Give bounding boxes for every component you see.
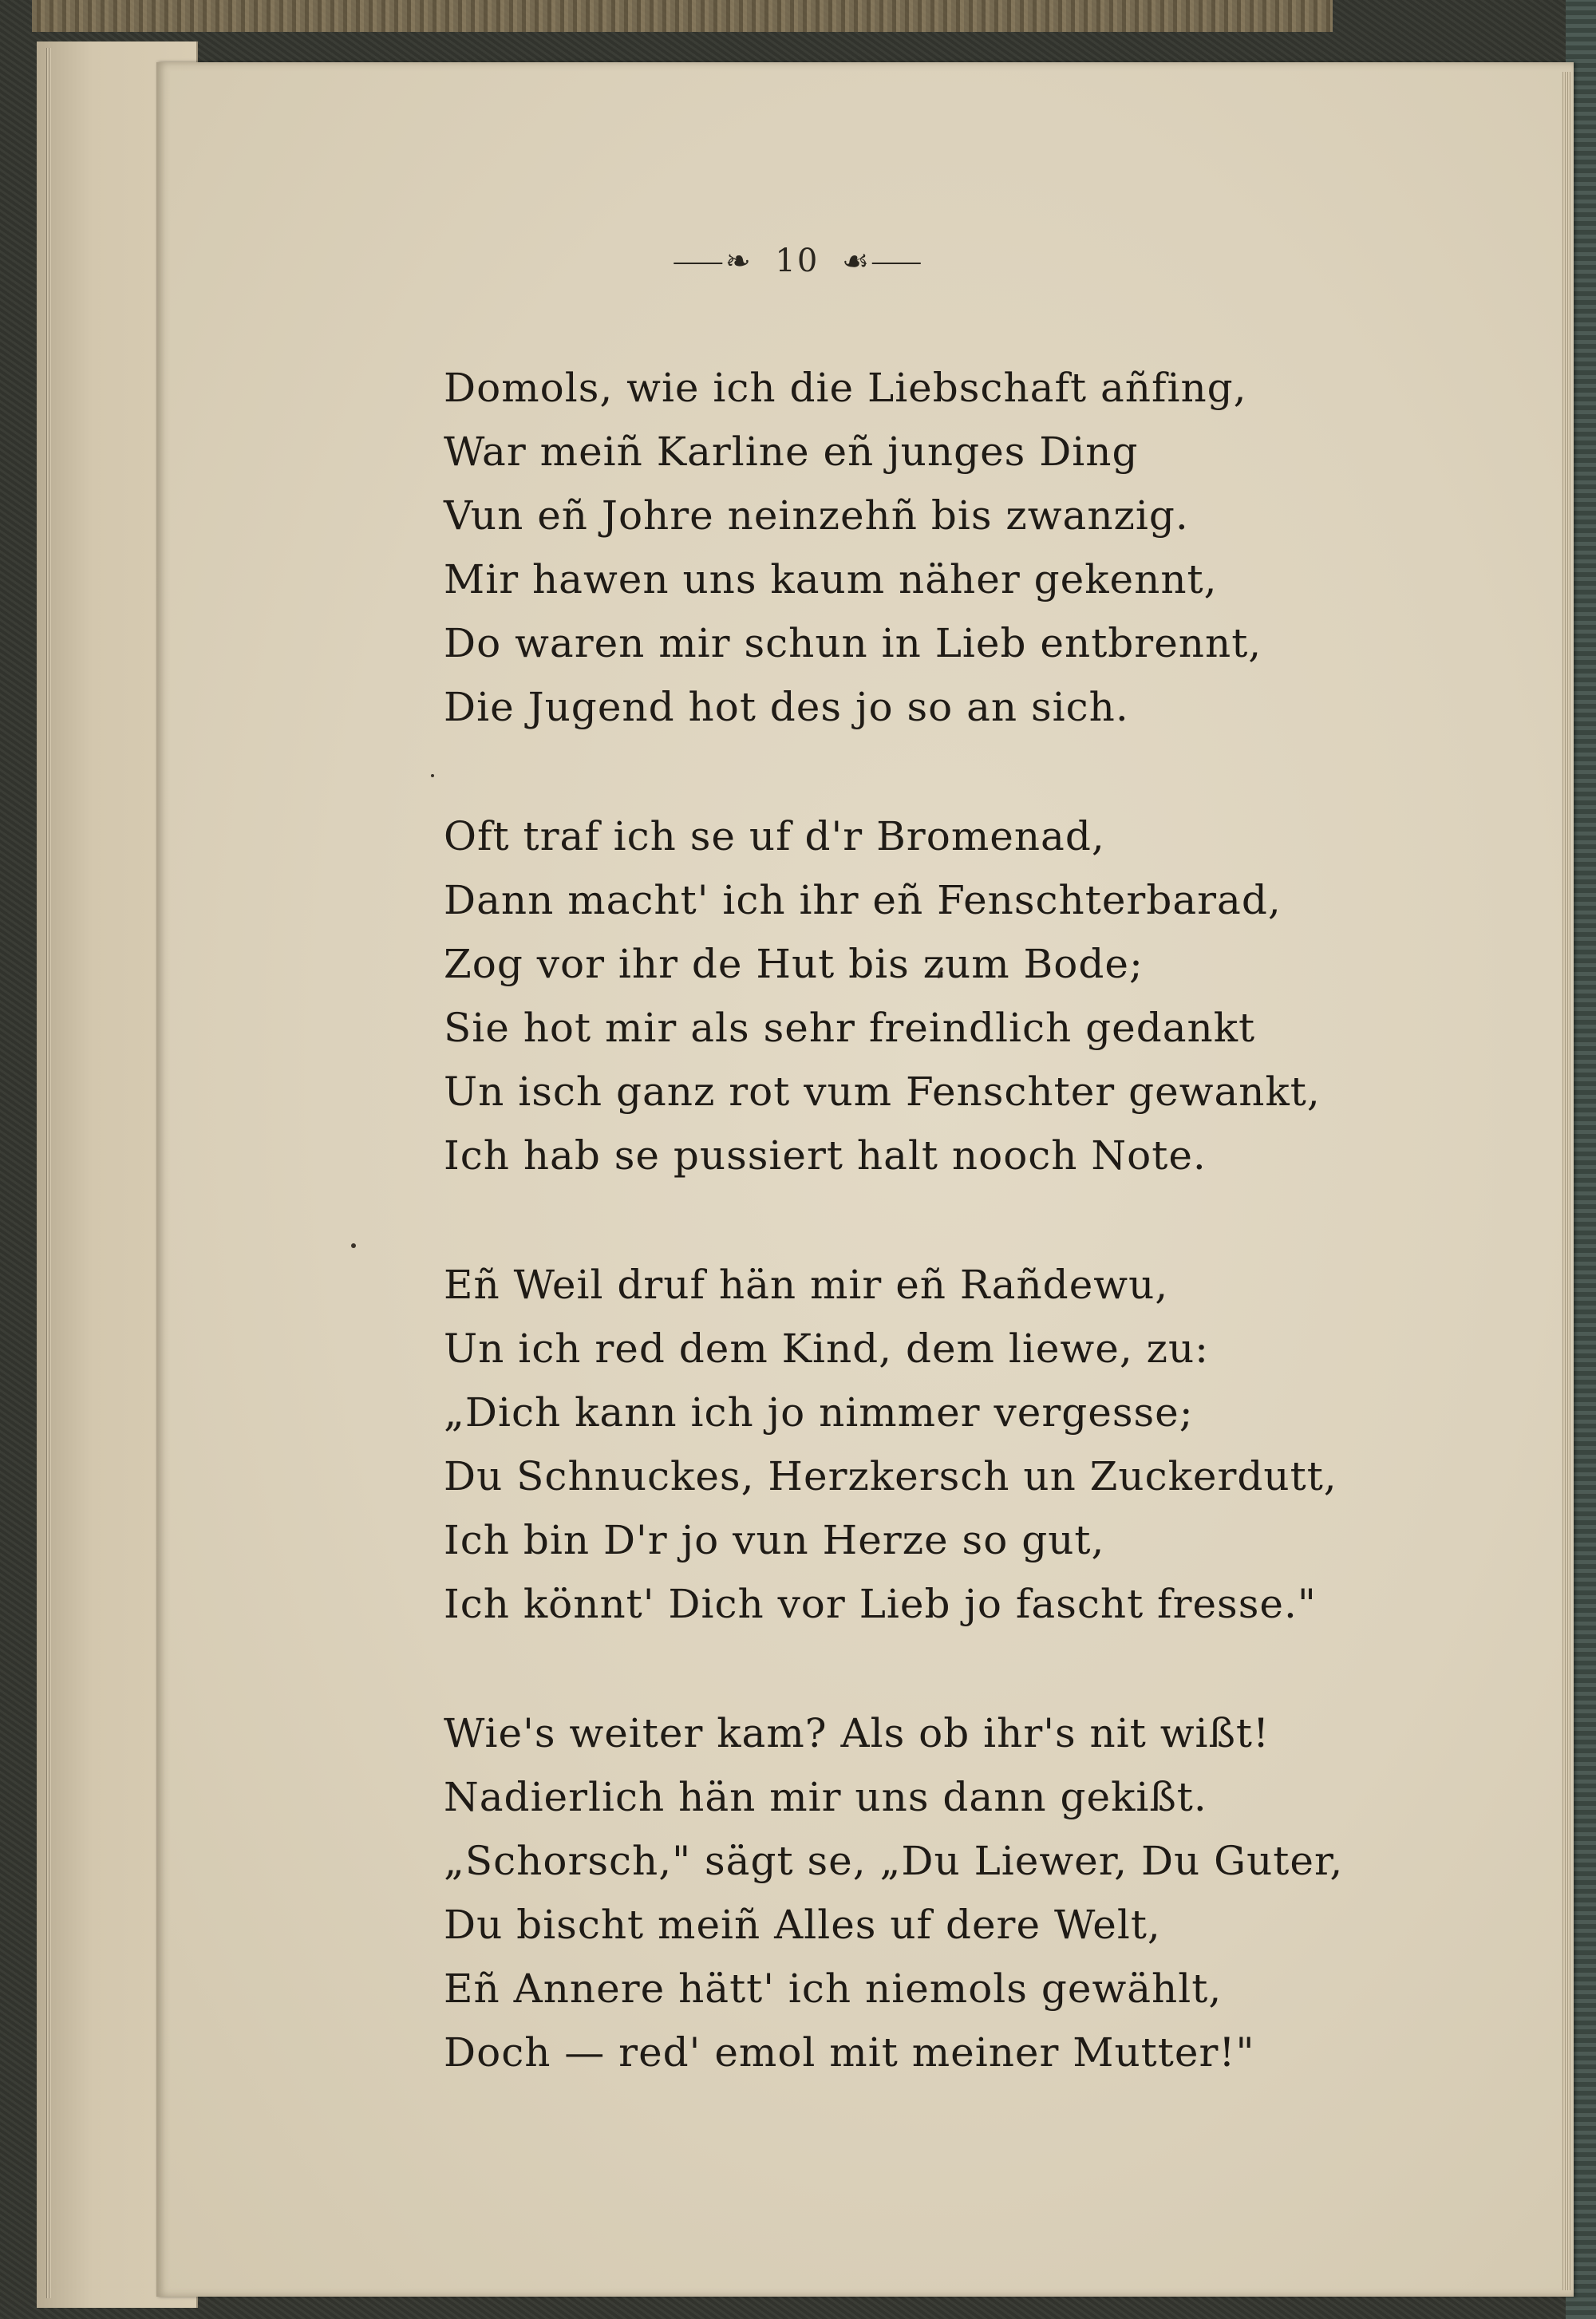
- poem-line: Eñ Weil druf hän mir eñ Rañdewu,: [444, 1262, 1169, 1308]
- page-stack-right: [1562, 72, 1570, 2290]
- stanza: [444, 1253, 1545, 1636]
- poem-line: Mir hawen uns kaum näher gekennt,: [444, 556, 1218, 602]
- page-header: [0, 236, 1596, 280]
- poem-line: Du Schnuckes, Herzkersch un Zuckerdutt,: [444, 1453, 1337, 1499]
- poem-line: Ich hab se pussiert halt nooch Note.: [444, 1132, 1207, 1179]
- poem-line: Wie's weiter kam? Als ob ihr's nit wißt!: [444, 1710, 1270, 1756]
- header-ornament-right: ☙⸺: [842, 243, 924, 279]
- poem-line: Die Jugend hot des jo so an sich.: [444, 684, 1129, 730]
- poem-line: Sie hot mir als sehr freindlich gedankt: [444, 1005, 1256, 1051]
- poem-line: Ich bin D'r jo vun Herze so gut,: [444, 1517, 1105, 1563]
- header-ornament-left: ⸺❧: [672, 243, 753, 279]
- cover-top-edge: [32, 0, 1333, 32]
- poem-line: „Dich kann ich jo nimmer vergesse;: [444, 1389, 1194, 1436]
- poem-line: Ich könnt' Dich vor Lieb jo fascht fresse.": [444, 1581, 1317, 1627]
- poem-line: Vun eñ Johre neinzehñ bis zwanzig.: [444, 492, 1189, 539]
- stanza: [444, 804, 1545, 1187]
- poem-line: War meiñ Karline eñ junges Ding: [444, 429, 1139, 475]
- poem-line: Oft traf ich se uf d'r Bromenad,: [444, 813, 1105, 859]
- poem-line: Un ich red dem Kind, dem liewe, zu:: [444, 1325, 1209, 1372]
- stanza: [444, 356, 1545, 739]
- page-number: 10: [775, 243, 820, 279]
- poem-line: Doch — red' emol mit meiner Mutter!": [444, 2029, 1255, 2076]
- poem-line: Domols, wie ich die Liebschaft añfing,: [444, 365, 1247, 411]
- page-stack-left: [46, 48, 51, 2298]
- poem-line: Du bischt meiñ Alles uf dere Welt,: [444, 1902, 1161, 1948]
- paper-speck: [351, 1243, 356, 1248]
- poem-line: Zog vor ihr de Hut bis zum Bode;: [444, 941, 1144, 987]
- stanza: [444, 1701, 1545, 2084]
- poem-line: Eñ Annere hätt' ich niemols gewählt,: [444, 1965, 1223, 2012]
- poem-line: Nadierlich hän mir uns dann gekißt.: [444, 1774, 1207, 1820]
- poem-line: Dann macht' ich ihr eñ Fenschterbarad,: [444, 877, 1282, 923]
- paper-speck: [431, 774, 434, 777]
- poem-line: „Schorsch," sägt se, „Du Liewer, Du Guter,: [444, 1838, 1344, 1884]
- poem-line: Do waren mir schun in Lieb entbrennt,: [444, 620, 1262, 666]
- poem-line: Un isch ganz rot vum Fenschter gewankt,: [444, 1069, 1321, 1115]
- poem: [444, 356, 1545, 2150]
